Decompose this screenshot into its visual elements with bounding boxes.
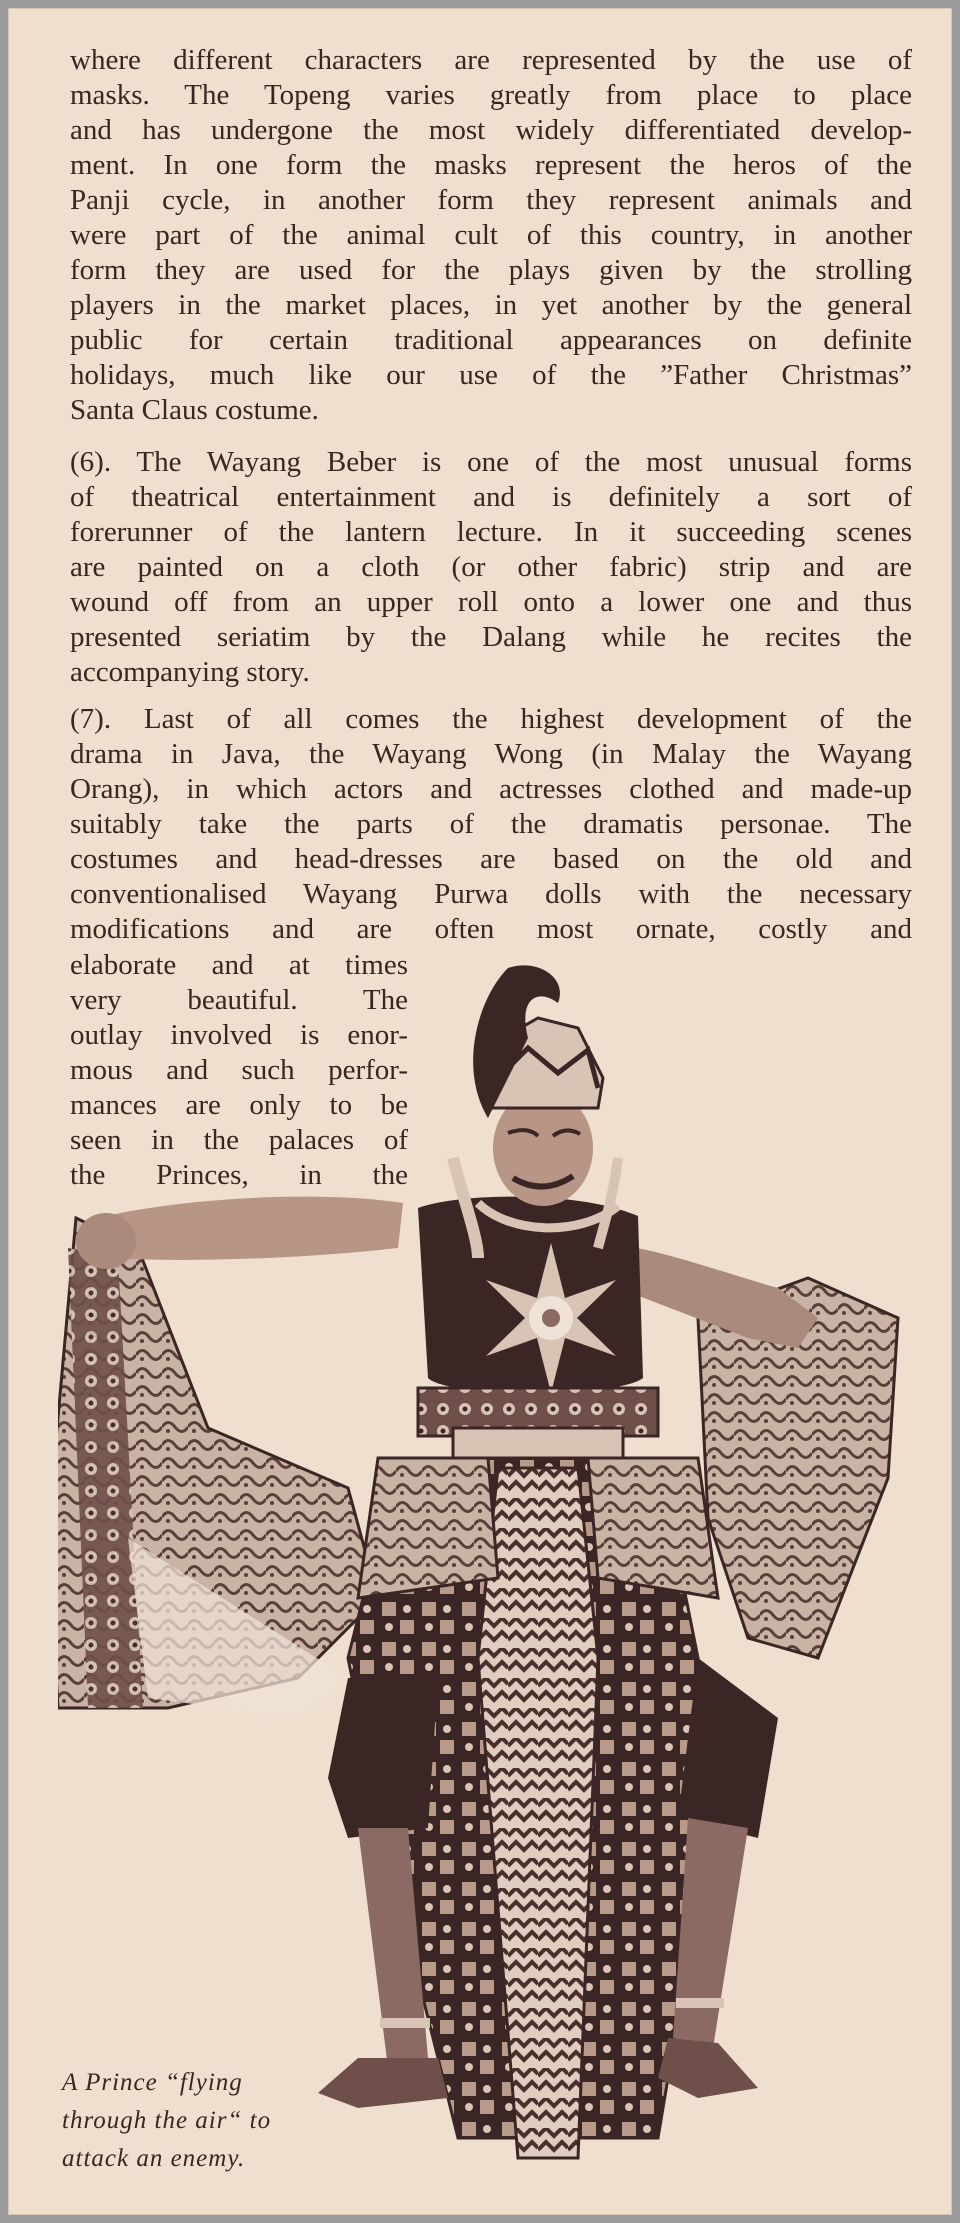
text-line: mous and such perfor- — [70, 1054, 408, 1086]
paragraph-wayang-beber — [70, 445, 912, 690]
dancer-photo — [58, 958, 918, 2208]
text-line: drama in Java, the Wayang Wong (in Malay the Wayang — [70, 738, 912, 770]
text-line: presented seriatim by the Dalang while he recites the — [70, 621, 912, 653]
text-line: mances are only to be — [70, 1089, 408, 1121]
text-line: players in the market places, in yet another by the general — [70, 289, 912, 321]
text-line: where different characters are represented by the use of — [70, 44, 912, 76]
text-line: Panji cycle, in another form they represent animals and — [70, 184, 912, 216]
text-line: and has undergone the most widely differentiated develop- — [70, 114, 912, 146]
text-line: Orang), in which actors and actresses clothed and made-up — [70, 773, 912, 805]
text-line: outlay involved is enor- — [70, 1019, 408, 1051]
paragraph-topeng — [70, 43, 912, 428]
caption-line: through the air“ to — [62, 2107, 272, 2134]
text-line: of theatrical entertainment and is definitely a sort of — [70, 481, 912, 513]
text-line: are painted on a cloth (or other fabric) strip and are — [70, 551, 912, 583]
photo-caption — [62, 2064, 302, 2178]
text-line: seen in the palaces of — [70, 1124, 408, 1156]
text-line: public for certain traditional appearances on definite — [70, 324, 912, 356]
text-line: elaborate and at times — [70, 949, 408, 981]
text-line: (6). The Wayang Beber is one of the most unusual forms — [70, 446, 912, 478]
text-line: masks. The Topeng varies greatly from place to place — [70, 79, 912, 111]
text-line: forerunner of the lantern lecture. In it succeeding scenes — [70, 516, 912, 548]
caption-line: A Prince “flying — [62, 2069, 243, 2096]
text-line: ment. In one form the masks represent the heros of the — [70, 149, 912, 181]
text-line: (7). Last of all comes the highest development of the — [70, 703, 912, 735]
paragraph-wayang-wong — [70, 702, 912, 947]
text-line: form they are used for the plays given by the strolling — [70, 254, 912, 286]
text-line: were part of the animal cult of this country, in another — [70, 219, 912, 251]
caption-line: attack an enemy. — [62, 2145, 246, 2172]
text-line: modifications and are often most ornate, costly and — [70, 913, 912, 945]
text-line: holidays, much like our use of the ”Father Christmas” — [70, 359, 912, 391]
text-line: conventionalised Wayang Purwa dolls with the necessary — [70, 878, 912, 910]
page — [8, 8, 952, 2215]
text-line: accompanying story. — [70, 656, 310, 688]
text-line: wound off from an upper roll onto a lower one and thus — [70, 586, 912, 618]
text-line: Santa Claus costume. — [70, 394, 319, 426]
text-line: very beautiful. The — [70, 984, 408, 1016]
text-line: the Princes, in the — [70, 1159, 408, 1191]
text-line: suitably take the parts of the dramatis personae. The — [70, 808, 912, 840]
text-line: costumes and head-dresses are based on the old and — [70, 843, 912, 875]
